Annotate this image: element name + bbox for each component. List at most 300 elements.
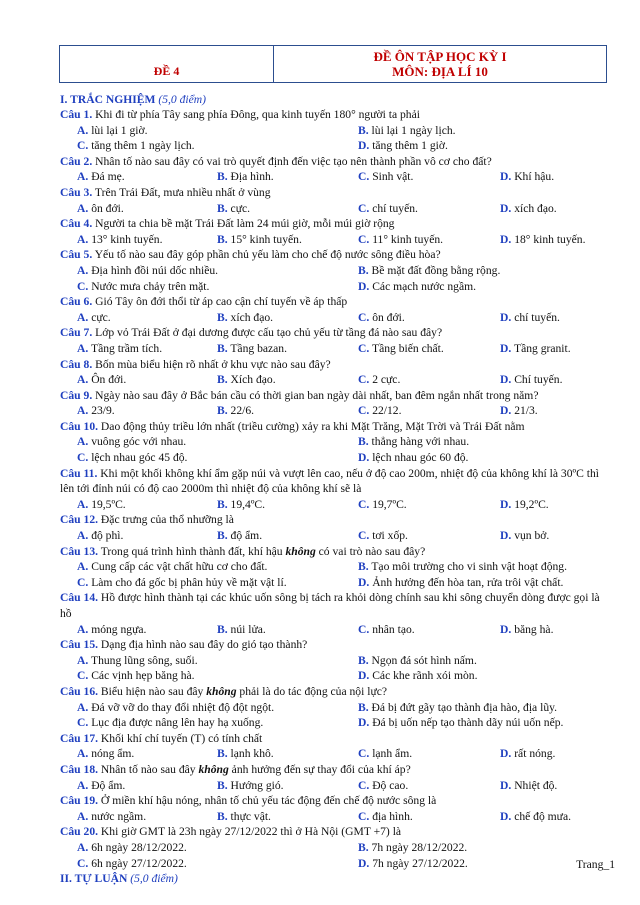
option-text: 2 cực. — [372, 373, 401, 387]
question-item — [60, 216, 610, 247]
answer-option — [500, 169, 554, 185]
option-letter: D. — [500, 201, 512, 215]
option-letter: B. — [358, 700, 369, 714]
option-text: Ôn đới. — [91, 373, 127, 387]
answer-option — [500, 403, 538, 419]
answer-row — [60, 201, 610, 217]
option-text: 19,5ºC. — [91, 497, 126, 511]
answer-option — [217, 622, 266, 638]
option-text: tăng thêm 1 giờ. — [372, 139, 448, 153]
option-text: 23/9. — [91, 404, 115, 418]
option-letter: B. — [217, 310, 228, 324]
question-item — [60, 731, 610, 762]
answer-option — [77, 575, 287, 591]
option-letter: D. — [358, 575, 370, 589]
option-text: độ phì. — [91, 529, 124, 543]
option-letter: B. — [358, 560, 369, 574]
answer-row — [60, 575, 610, 591]
option-letter: D. — [500, 747, 512, 761]
answer-row — [60, 856, 610, 872]
option-letter: A. — [77, 170, 89, 184]
option-letter: A. — [77, 123, 89, 137]
option-letter: D. — [500, 778, 512, 792]
answer-option — [217, 310, 273, 326]
answer-option — [217, 169, 274, 185]
answer-option — [358, 232, 443, 248]
option-letter: D. — [358, 279, 370, 293]
question-item — [60, 684, 610, 731]
answer-option — [217, 341, 287, 357]
option-text: Đá vỡ vỡ do thay đổi nhiệt độ đột ngột. — [91, 700, 275, 714]
answer-option — [217, 201, 250, 217]
answer-row — [60, 653, 610, 669]
option-text: chí tuyến. — [372, 201, 418, 215]
option-letter: D. — [358, 451, 370, 465]
option-letter: A. — [77, 310, 89, 324]
answer-option — [217, 809, 271, 825]
option-text: chí tuyến. — [514, 310, 560, 324]
question-item — [60, 325, 610, 356]
option-letter: C. — [358, 170, 370, 184]
option-text: xích đạo. — [230, 310, 274, 324]
answer-option — [77, 840, 187, 856]
option-letter: D. — [358, 139, 370, 153]
option-letter: C. — [358, 778, 370, 792]
question-stem — [60, 247, 610, 263]
answer-row — [60, 528, 610, 544]
option-letter: B. — [358, 123, 369, 137]
answer-option — [500, 310, 560, 326]
question-item — [60, 107, 610, 154]
question-number: Câu 14. — [60, 591, 99, 605]
option-text: móng ngựa. — [91, 622, 147, 636]
answer-option — [217, 778, 284, 794]
question-stem — [60, 466, 610, 497]
option-text: rất nóng. — [514, 747, 556, 761]
question-text: Khi giờ GMT là 23h ngày 27/12/2022 thì ở Hà Nội (GMT +7) là — [100, 825, 402, 839]
option-text: 6h ngày 28/12/2022. — [91, 840, 187, 854]
option-text: ôn đới. — [372, 310, 405, 324]
question-item — [60, 185, 610, 216]
option-letter: D. — [500, 373, 512, 387]
option-letter: D. — [500, 341, 512, 355]
answer-row — [60, 715, 610, 731]
question-number: Câu 13. — [60, 544, 99, 558]
question-stem — [60, 107, 610, 123]
answer-option — [358, 746, 412, 762]
question-stem — [60, 684, 610, 700]
option-letter: C. — [77, 856, 89, 870]
answer-option — [77, 169, 125, 185]
answer-option — [77, 201, 124, 217]
answer-option — [358, 622, 415, 638]
option-text: lệch nhau góc 60 độ. — [372, 451, 469, 465]
exam-title-block — [274, 46, 606, 82]
section-1-heading — [60, 92, 610, 107]
option-text: 21/3. — [514, 404, 538, 418]
option-letter: C. — [358, 809, 370, 823]
option-text: 7h ngày 28/12/2022. — [371, 840, 468, 854]
option-letter: A. — [77, 404, 89, 418]
option-text: Tầng trầm tích. — [90, 341, 163, 355]
option-text: xích đạo. — [514, 201, 557, 215]
question-item — [60, 294, 610, 325]
option-letter: A. — [77, 232, 89, 246]
option-letter: C. — [358, 341, 370, 355]
option-text: Đá mẹ. — [91, 170, 125, 184]
option-letter: A. — [77, 560, 89, 574]
answer-option — [500, 809, 571, 825]
option-text: Làm cho đá gốc bị phân hủy về mặt vật lí. — [91, 575, 287, 589]
option-letter: D. — [500, 497, 512, 511]
answer-option — [77, 310, 111, 326]
option-text: tơi xốp. — [372, 529, 408, 543]
question-item — [60, 590, 610, 637]
answer-row — [60, 668, 610, 684]
answer-option — [77, 434, 186, 450]
page-number: Trang_1 — [576, 858, 615, 871]
answer-option — [77, 856, 187, 872]
answer-option — [358, 497, 407, 513]
answer-option — [77, 715, 263, 731]
question-text: Biểu hiện nào sau đây — [100, 684, 207, 698]
answer-option — [358, 310, 405, 326]
answer-row — [60, 450, 610, 466]
answer-option — [77, 450, 187, 466]
option-letter: B. — [217, 170, 228, 184]
option-text: độ ẩm. — [230, 529, 263, 543]
answer-row — [60, 809, 610, 825]
answer-row — [60, 622, 610, 638]
option-letter: A. — [77, 497, 89, 511]
exam-code: ĐỀ 4 — [60, 46, 274, 82]
question-number: Câu 1. — [60, 108, 93, 121]
answer-row — [60, 279, 610, 295]
option-text: Tầng biến chất. — [371, 341, 444, 355]
exam-header — [59, 45, 607, 83]
answer-option — [358, 809, 413, 825]
answer-option — [358, 279, 476, 295]
option-text: Bề mặt đất đồng bằng rộng. — [371, 263, 501, 277]
answer-option — [77, 279, 209, 295]
answer-row — [60, 434, 610, 450]
option-text: 18° kinh tuyến. — [514, 232, 586, 246]
question-stem — [60, 419, 610, 435]
question-number: Câu 16. — [60, 684, 99, 698]
answer-option — [358, 450, 468, 466]
option-text: lệch nhau góc 45 độ. — [91, 451, 188, 465]
answer-option — [358, 575, 563, 591]
option-letter: B. — [358, 435, 369, 449]
question-number: Câu 8. — [60, 357, 93, 371]
option-letter: D. — [500, 404, 512, 418]
answer-option — [77, 138, 195, 154]
option-text: băng hà. — [514, 622, 554, 636]
answer-row — [60, 778, 610, 794]
option-letter: B. — [217, 778, 228, 792]
option-text: Tạo môi trường cho vi sinh vật hoạt động. — [371, 560, 567, 574]
option-text: ôn đới. — [91, 201, 124, 215]
question-text: Dao động thủy triều lớn nhất (triều cường) xảy ra khi Mặt Trăng, Mặt Trời và Trái Đất nằm — [100, 419, 525, 433]
question-item — [60, 154, 610, 185]
question-text: ảnh hưởng đến sự thay đổi của khí áp? — [228, 762, 411, 776]
option-text: Độ ẩm. — [91, 778, 126, 792]
option-letter: C. — [77, 451, 89, 465]
question-item — [60, 357, 610, 388]
option-letter: B. — [217, 373, 228, 387]
answer-row — [60, 310, 610, 326]
exam-title: ĐỀ ÔN TẬP HỌC KỲ I — [373, 49, 507, 64]
answer-row — [60, 232, 610, 248]
answer-row — [60, 372, 610, 388]
question-text: Lớp vỏ Trái Đất ở đại dương được cấu tạo chủ yếu từ tầng đá nào sau đây? — [95, 326, 443, 340]
answer-option — [217, 497, 265, 513]
answer-option — [217, 372, 276, 388]
answer-row — [60, 138, 610, 154]
answer-option — [77, 232, 162, 248]
question-item — [60, 544, 610, 591]
option-letter: C. — [358, 622, 370, 636]
answer-option — [358, 372, 400, 388]
answer-row — [60, 123, 610, 139]
option-letter: A. — [77, 747, 89, 761]
option-text: nhân tạo. — [372, 622, 415, 636]
answer-row — [60, 341, 610, 357]
answer-option — [77, 668, 195, 684]
answer-option — [217, 746, 274, 762]
option-text: Tầng granit. — [513, 341, 571, 355]
option-text: 22/6. — [230, 404, 255, 418]
option-letter: C. — [358, 497, 370, 511]
option-text: 22/12. — [372, 404, 402, 418]
option-text: lùi lại 1 ngày lịch. — [371, 123, 456, 137]
question-number: Câu 6. — [60, 295, 93, 309]
answer-option — [77, 778, 125, 794]
option-letter: A. — [77, 809, 89, 823]
option-text: vụn bở. — [514, 529, 550, 543]
option-letter: B. — [217, 497, 228, 511]
question-stem — [60, 762, 610, 778]
question-stem — [60, 512, 610, 528]
option-text: thực vật. — [230, 809, 271, 823]
question-text: có vai trò nào sau đây? — [315, 544, 426, 558]
option-letter: A. — [77, 840, 89, 854]
option-letter: B. — [358, 653, 369, 667]
answer-option — [77, 622, 146, 638]
option-text: Nhiệt độ. — [514, 778, 558, 792]
option-text: Các vịnh hẹp băng hà. — [91, 669, 195, 683]
option-letter: D. — [500, 232, 512, 246]
option-text: nước ngầm. — [91, 809, 147, 823]
option-text: 19,7ºC. — [372, 497, 407, 511]
answer-row — [60, 497, 610, 513]
answer-option — [77, 123, 148, 139]
question-stem — [60, 325, 610, 341]
option-letter: C. — [77, 716, 89, 730]
answer-option — [358, 856, 468, 872]
option-letter: A. — [77, 201, 89, 215]
option-letter: A. — [77, 778, 89, 792]
option-letter: B. — [217, 232, 228, 246]
question-text: Nhân tố nào sau đây — [100, 762, 199, 776]
question-stem — [60, 294, 610, 310]
question-item — [60, 247, 610, 294]
option-letter: B. — [217, 404, 228, 418]
option-letter: B. — [217, 622, 228, 636]
option-text: Xích đạo. — [230, 373, 276, 387]
answer-option — [500, 528, 549, 544]
question-number: Câu 9. — [60, 388, 93, 402]
answer-option — [500, 372, 563, 388]
question-text: Bốn mùa biểu hiện rõ nhất ở khu vực nào sau đây? — [95, 357, 331, 371]
question-stem — [60, 185, 610, 201]
option-text: chế độ mưa. — [514, 809, 572, 823]
option-letter: C. — [77, 575, 89, 589]
question-stem — [60, 793, 610, 809]
answer-option — [500, 497, 549, 513]
option-letter: D. — [500, 809, 512, 823]
option-text: 11° kinh tuyến. — [372, 232, 444, 246]
answer-option — [77, 341, 162, 357]
question-text: Ở miền khí hậu nóng, nhân tố chủ yếu tác động đến chế độ nước sông là — [100, 794, 437, 808]
option-text: Chí tuyến. — [514, 373, 563, 387]
option-text: Lục địa được nâng lên hay hạ xuống. — [91, 716, 264, 730]
question-number: Câu 17. — [60, 731, 99, 745]
option-letter: A. — [77, 700, 89, 714]
answer-option — [358, 528, 408, 544]
option-text: Nước mưa chảy trên mặt. — [91, 279, 210, 293]
question-text: Hồ được hình thành tại các khúc uốn sông bị tách ra khỏi dòng chính sau khi sông chuyển dòng được gọi là hồ — [60, 591, 600, 620]
question-number: Câu 5. — [60, 248, 93, 262]
answer-option — [358, 559, 567, 575]
option-letter: D. — [358, 856, 370, 870]
option-text: Sinh vật. — [372, 170, 414, 184]
question-item — [60, 388, 610, 419]
question-stem — [60, 544, 610, 560]
option-letter: D. — [500, 622, 512, 636]
answer-option — [77, 700, 274, 716]
question-text: Khi đi từ phía Tây sang phía Đông, qua kinh tuyến 180° người ta phải — [95, 108, 420, 121]
answer-option — [500, 746, 555, 762]
option-letter: C. — [358, 310, 370, 324]
section-title: II. TỰ LUẬN — [60, 872, 128, 886]
exam-subject: MÔN: ĐỊA LÍ 10 — [392, 64, 488, 79]
option-text: lạnh khô. — [230, 747, 274, 761]
option-text: Hướng gió. — [230, 778, 284, 792]
section-points: (5,0 điểm) — [158, 93, 207, 106]
answer-option — [500, 622, 553, 638]
option-letter: A. — [77, 341, 89, 355]
answer-option — [77, 809, 146, 825]
option-letter: C. — [358, 747, 370, 761]
answer-row — [60, 746, 610, 762]
answer-option — [77, 559, 267, 575]
option-letter: B. — [217, 529, 228, 543]
answer-row — [60, 840, 610, 856]
question-text: Đặc trưng của thổ nhưỡng là — [100, 513, 234, 527]
answer-option — [358, 263, 500, 279]
question-number: Câu 20. — [60, 825, 99, 839]
answer-option — [358, 138, 448, 154]
option-text: Các mạch nước ngầm. — [372, 279, 477, 293]
answer-option — [217, 403, 254, 419]
option-text: cực. — [230, 201, 251, 215]
option-text: Đá bị đứt gãy tạo thành địa hào, địa lũy. — [371, 700, 558, 714]
option-letter: A. — [77, 622, 89, 636]
question-item — [60, 466, 610, 513]
option-text: Cung cấp các vật chất hữu cơ cho đất. — [91, 560, 268, 574]
question-number: Câu 11. — [60, 466, 98, 480]
option-letter: D. — [500, 310, 512, 324]
question-number: Câu 18. — [60, 762, 99, 776]
question-text: phải là do tác động của nội lực? — [236, 684, 388, 698]
question-number: Câu 15. — [60, 638, 99, 652]
question-text: Gió Tây ôn đới thổi từ áp cao cận chí tuyến về áp thấp — [95, 295, 348, 309]
option-letter: D. — [500, 529, 512, 543]
option-text: Các khe rãnh xói mòn. — [372, 669, 478, 683]
answer-option — [358, 341, 444, 357]
answer-option — [358, 715, 563, 731]
answer-option — [500, 341, 571, 357]
answer-option — [358, 778, 408, 794]
option-letter: B. — [358, 263, 369, 277]
answer-option — [358, 123, 456, 139]
question-text: Khối khí chí tuyến (T) có tính chất — [100, 731, 263, 745]
option-letter: D. — [358, 716, 370, 730]
answer-option — [77, 653, 198, 669]
answer-option — [358, 169, 413, 185]
question-number: Câu 3. — [60, 185, 93, 199]
option-text: 6h ngày 27/12/2022. — [91, 856, 187, 870]
option-letter: A. — [77, 653, 89, 667]
question-stem — [60, 154, 610, 170]
option-letter: B. — [217, 341, 228, 355]
option-text: Địa hình đồi núi dốc nhiều. — [91, 263, 219, 277]
answer-option — [77, 403, 115, 419]
option-text: cực. — [91, 310, 111, 324]
option-letter: D. — [500, 170, 512, 184]
answer-option — [77, 263, 218, 279]
answer-option — [358, 403, 402, 419]
question-text: Trong quá trình hình thành đất, khí hậu — [100, 544, 286, 558]
answer-option — [217, 232, 302, 248]
answer-option — [500, 778, 557, 794]
question-emphasis: không — [285, 544, 316, 558]
question-item — [60, 762, 610, 793]
option-letter: C. — [358, 373, 370, 387]
answer-option — [77, 497, 126, 513]
option-text: Độ cao. — [372, 778, 409, 792]
option-letter: C. — [77, 279, 89, 293]
option-text: Địa hình. — [230, 170, 274, 184]
question-item — [60, 637, 610, 684]
option-letter: C. — [358, 232, 370, 246]
answer-option — [500, 232, 585, 248]
question-number: Câu 19. — [60, 794, 99, 808]
question-text: Trên Trái Đất, mưa nhiều nhất ở vùng — [94, 185, 271, 199]
question-item — [60, 512, 610, 543]
option-letter: D. — [358, 669, 370, 683]
answer-row — [60, 700, 610, 716]
question-stem — [60, 357, 610, 373]
answer-option — [217, 528, 262, 544]
answer-option — [358, 668, 477, 684]
answer-option — [358, 653, 477, 669]
option-letter: C. — [358, 201, 370, 215]
question-stem — [60, 590, 610, 621]
option-text: vuông góc với nhau. — [91, 435, 187, 449]
answer-row — [60, 559, 610, 575]
